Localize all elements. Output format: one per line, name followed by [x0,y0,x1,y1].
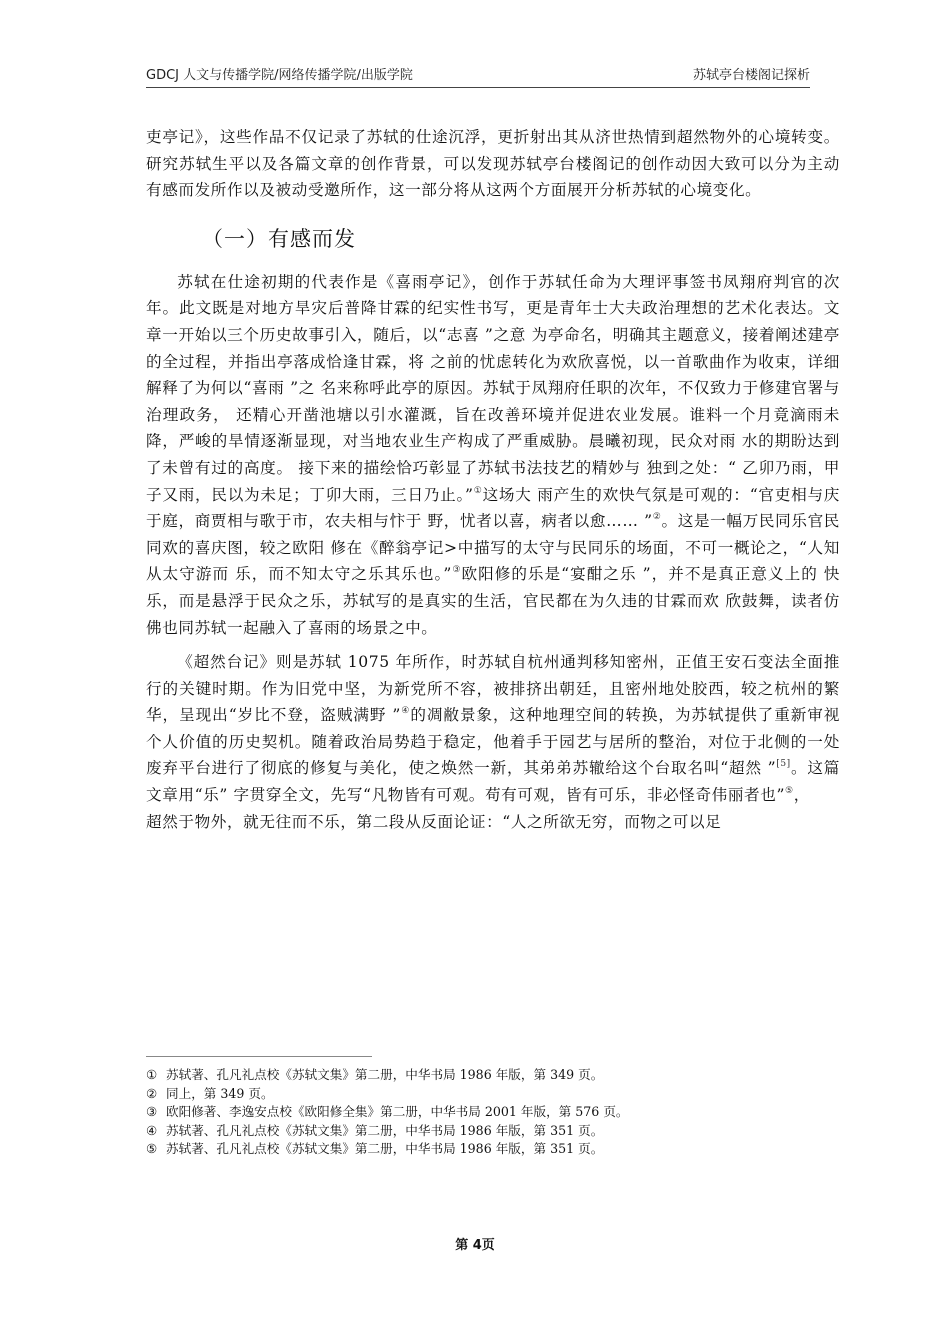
footnote-ref-2[interactable]: ② [652,512,662,523]
paragraph-text: 。这是一幅万民同乐官民同欢的喜庆图，较之欧阳 修在《醉翁亭记>中描写的太守与民同乐的场面，不可一概论之，“人知从太守游而 乐，而不知太守之乐其乐也。” [146,512,841,584]
header-title: 苏轼亭台楼阁记探析 [692,68,810,83]
footnote-item [146,1103,826,1122]
header-divider [146,87,810,88]
paragraph-text: 欧阳修的乐是“宴酣之乐 ”，并不是真正意义上的 快乐，而是悬浮于民众之乐，苏轼写的是真实的生活，官民都在为久违的甘霖而欢 欣鼓舞，读者仿佛也同苏轼一起融入了喜雨的场景之中。 [146,565,841,637]
footnote-marker: ⑤ [146,1141,158,1157]
paragraph-xiyu [146,269,840,641]
footnote-ref-3[interactable]: ③ [451,565,462,576]
footnote-text: 同上，第 349 页。 [166,1085,274,1101]
footnote-marker: ④ [146,1122,158,1138]
main-body [146,124,840,835]
footnote-ref-4[interactable]: ④ [400,706,411,717]
footnote-ref-5[interactable]: ⑤ [785,786,794,797]
paragraph-text: 的凋敝景象，这种地理空间的转换，为苏轼提供了重新审视个人价值的历史契机。随着政治局势趋于稳定，他着手于园艺与居所的整治，对位于北侧的一处废弃平台进行了彻底的修复与美化，使之焕然一新，其弟弟苏辙给这个台取名叫“超然 ” [146,706,841,778]
header-institution: GDCJ 人文与传播学院/网络传播学院/出版学院 [146,68,413,83]
footnote-text: 苏轼著、孔凡礼点校《苏轼文集》第二册，中华书局 1986 年版，第 351 页。 [166,1141,604,1157]
footnote-text: 欧阳修著、李逸安点校《欧阳修全集》第二册，中华书局 2001 年版，第 576 页。 [166,1104,629,1120]
paragraph-text: 。这篇文章用“乐” 字贯穿全文，先写“凡物皆有可观。苟有可观，皆有可乐，非必怪奇伟丽者也” [146,759,840,805]
paragraph-text: 苏轼在仕途初期的代表作是《喜雨亭记》，创作于苏轼任命为大理评事签书凤翔府判官的次年。此文既是对地方旱灾后普降甘霖的纪实性书写，更是青年士大夫政治理想的艺术化表达。文章一开始以三个历史故事引入，随后，以“志喜 ”之意 为亭命名，明确其主题意义，接着阐述建亭的全过程，并指出亭落成恰逢甘霖，将 之前的忧虑转化为欢欣喜悦，以一首歌曲作为收束，详细解释了为何以“喜雨 ”之 名来称呼此亭的原因。苏轼于凤翔府任职的次年，不仅致力于修建官署与治理政务， 还精心开凿池塘以引水灌溉，旨在改善环境并促进农业发展。谁料一个月竟滴雨未 降，严峻的旱情逐渐显现，对当地农业生产构成了严重威胁。晨曦初现，民众对雨 水的期盼达到了未曾有过的高度。 接下来的描绘恰巧彰显了苏轼书法技艺的精妙与 独到之处：“ 乙卯乃雨，甲子又雨，民以为未足；丁卯大雨，三日乃止。” [146,272,840,504]
paragraph-text: 《超然台记》则是苏轼 1075 年所作，时苏轼自杭州通判移知密州，正值王安石变法全面推行的关键时期。作为旧党中坚，为新党所不容，被排挤出朝廷，且密州地处胶西，较之杭州的繁华，呈现出“岁比不登，盗贼满野 ” [146,653,840,725]
paragraph-text: ， [793,786,810,805]
footnote-marker: ② [146,1085,158,1101]
footnotes [146,1066,826,1159]
reference-5[interactable]: [5] [776,759,791,770]
paragraph-intro: 吏亭记》，这些作品不仅记录了苏轼的仕途沉浮，更折射出其从济世热情到超然物外的心境转变。研究苏轼生平以及各篇文章的创作背景，可以发现苏轼亭台楼阁记的创作动因大致可以分为主动有感而发所作以及被动受邀所作，这一部分将从这两个方面展开分析苏轼的心境变化。 [146,128,840,200]
footnote-marker: ① [146,1067,158,1082]
paragraph-gap [146,641,840,649]
footnote-text: 苏轼著、孔凡礼点校《苏轼文集》第二册，中华书局 1986 年版，第 349 页。 [166,1067,604,1082]
footnote-divider [146,1056,372,1057]
footnote-item [146,1140,826,1159]
paragraph-continuation: 超然于物外，就无往而不乐，第二段从反面论证：“人之所欲无穷，而物之可以足 [146,812,722,831]
footnote-item [146,1066,826,1085]
footnote-item [146,1085,826,1104]
paragraph-text: 这场大 雨产生的欢快气氛是可观的：“官吏相与庆于庭，商贾相与歌于市，农夫相与忭于 野，忧者以喜，病者以愈…… ” [146,485,840,531]
paragraph-chaoran [146,649,840,809]
footnote-item [146,1122,826,1141]
page-number: 第 4页 [455,1238,495,1253]
section-heading: （一）有感而发 [202,226,356,251]
footnote-ref-1[interactable]: ① [473,485,483,496]
footnote-marker: ③ [146,1104,158,1120]
footnote-text: 苏轼著、孔凡礼点校《苏轼文集》第二册，中华书局 1986 年版，第 351 页。 [166,1122,604,1138]
